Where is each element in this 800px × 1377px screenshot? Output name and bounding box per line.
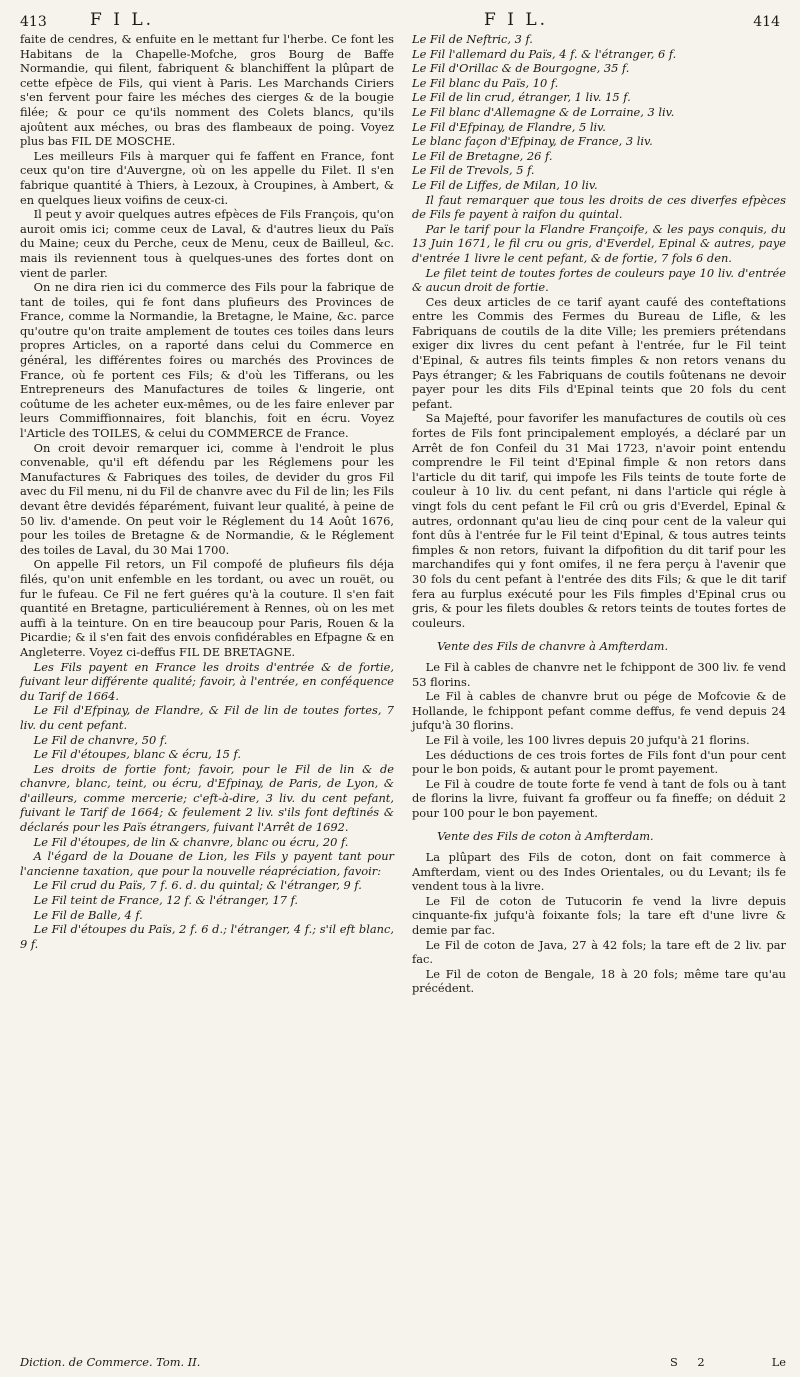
paragraph: Le Fil à coudre de toute forte fe vend à tant de fols ou à tant de florins la livre, fuivant fa groffeur ou fa fineffe; on déduit 2 pour 100 pour le bon payement. — [412, 776, 786, 820]
paragraph: Le filet teint de toutes fortes de couleurs paye 10 liv. d'entrée & aucun droit de fortie. — [412, 265, 786, 295]
paragraph: Le Fil d'Orillac & de Bourgogne, 35 f. — [412, 61, 630, 76]
left-running-title: F I L. — [90, 10, 155, 30]
paragraph: Le Fil d'Efpinay, de Flandre, 5 liv. — [412, 119, 606, 134]
paragraph: Le Fil blanc du Païs, 10 f. — [412, 75, 559, 90]
left-text-column — [20, 32, 394, 951]
paragraph: Le Fil d'étoupes du Païs, 2 f. 6 d.; l'étranger, 4 f.; s'il eft blanc, 9 f. — [20, 922, 394, 951]
paragraph: Le Fil blanc d'Allemagne & de Lorraine, 3 liv. — [412, 104, 675, 119]
paragraph: Le Fil de chanvre, 50 f. — [33, 732, 168, 747]
paragraph: Le Fil d'Efpinay, de Flandre, & Fil de lin de toutes fortes, 7 liv. du cent pefant. — [20, 703, 394, 732]
signature-mark: S 2 — [670, 1355, 713, 1369]
paragraph: Le Fil de lin crud, étranger, 1 liv. 15 f. — [412, 90, 631, 105]
right-page-number: 414 — [753, 14, 780, 30]
paragraph: Le Fil de coton de Java, 27 à 42 fols; la tare eft de 2 liv. par fac. — [412, 937, 786, 967]
paragraph: Le blanc façon d'Efpinay, de France, 3 liv. — [412, 134, 653, 149]
paragraph: Le Fil de Liffes, de Milan, 10 liv. — [412, 177, 598, 192]
paragraph: Le Fil de Balle, 4 f. — [33, 907, 143, 922]
paragraph: Le Fil à cables de chanvre net le fchippont de 300 liv. fe vend 53 florins. — [412, 659, 786, 689]
paragraph: Il peut y avoir quelques autres efpèces de Fils François, qu'on auroit omis ici; comme ceux de Laval, & d'autres lieux du Païs du Maine; ceux du Perche, ceux de Menu, ceux de Bailleul, &c. mais ils reviennent tous à quelques-unes des fortes dont on vient de parler. — [20, 207, 394, 280]
paragraph: Le Fil à voile, les 100 livres depuis 20 jufqu'à 21 florins. — [425, 732, 750, 747]
paragraph: Le Fil de Bretagne, 26 f. — [412, 148, 553, 163]
footer-volume-title: Diction. de Commerce. Tom. II. — [20, 1355, 201, 1369]
paragraph: Le Fil l'allemard du Païs, 4 f. & l'étranger, 6 f. — [412, 46, 677, 61]
paragraph: Les déductions de ces trois fortes de Fils font d'un pour cent pour le bon poids, & autant pour le promt payement. — [412, 747, 786, 777]
paragraph: Le Fil d'étoupes, blanc & écru, 15 f. — [33, 747, 241, 762]
paragraph: Le Fil de Trevols, 5 f. — [412, 163, 535, 178]
paragraph: Ces deux articles de ce tarif ayant caufé des conteftations entre les Commis des Fermes du Bureau de Lifle, & les Fabriquans de coutils de la dite Ville; les premiers prétendans exiger dix livres du cent pefant à l'entrée, fur le Fil teint d'Epinal, & autres fils teints fimples & non retors venans du Pays étranger; & les Fabriquans de coutils foûtenans ne devoir payer pour les dits Fils d'Epinal teints que 20 fols du cent pefant. — [412, 294, 786, 411]
paragraph: Le Fil à cables de chanvre brut ou pége de Mofcovie & de Hollande, le fchippont pefant comme deffus, fe vend depuis 24 jufqu'à 30 florins. — [412, 689, 786, 733]
paragraph: Le Fil de coton de Bengale, 18 à 20 fols; même tare qu'au précédent. — [412, 966, 786, 996]
paragraph: La plûpart des Fils de coton, dont on fait commerce à Amfterdam, vient ou des Indes Orientales, ou du Levant; ils fe vendent tous à la livre. — [412, 850, 786, 894]
left-page-number: 413 — [20, 14, 47, 30]
paragraph: A l'égard de la Douane de Lion, les Fils y payent tant pour l'ancienne taxation, que pour la nouvelle réapréciation, favoir: — [20, 849, 394, 878]
paragraph: Les Fils payent en France les droits d'entrée & de fortie, fuivant leur différente qualité; favoir, à l'entrée, en conféquence du Tarif de 1664. — [20, 659, 394, 703]
paragraph: Il faut remarquer que tous les droits de ces diverfes efpèces de Fils fe payent à raifon du quintal. — [412, 192, 786, 222]
paragraph: Le Fil de Neftric, 3 f. — [412, 32, 533, 46]
paragraph: Le Fil crud du Païs, 7 f. 6. d. du quintal; & l'étranger, 9 f. — [33, 878, 362, 893]
catchword: Le — [771, 1355, 786, 1369]
paragraph: Par le tarif pour la Flandre Françoife, & les pays conquis, du 13 Juin 1671, le fil cru ou gris, d'Everdel, Epinal & autres, paye d'entrée 1 livre le cent pefant, & de fortie, 7 fols 6 den. — [412, 221, 786, 265]
paragraph: Le Fil de coton de Tutucorin fe vend la livre depuis cinquante-fix jufqu'à foixante fols; la tare eft d'une livre & demie par fac. — [412, 893, 786, 938]
paragraph: On ne dira rien ici du commerce des Fils pour la fabrique de tant de toiles, qui fe font dans plufieurs des Provinces de France, comme la Normandie, la Bretagne, le Maine, &c. parce qu'outre qu'on traite amplement de toutes ces toiles dans leurs propres Articles, on a raporté dans celui du Commerce en général, les différentes foires ou marchés des Provinces de France, où fe portent ces Fils; & d'où les Tifferans, ou les Entrepreneurs des Manufactures de toiles & lingerie, ont coûtume de les acheter eux-mêmes, ou de les faire enlever par leurs Commiffionnaires, foit blanchis, foit en écru. Voyez l'Article des TOILES, & celui du COMMERCE de France. — [20, 280, 394, 441]
paragraph: Sa Majefté, pour favorifer les manufactures de coutils où ces fortes de Fils font principalement employés, a déclaré par un Arrêt de fon Confeil du 31 Mai 1723, n'avoir point entendu comprendre le Fil teint d'Epinal fimple & non retors dans l'article du dit tarif, qui impofe les Fils teints de toute forte de couleur à 10 liv. du cent pefant, ni dans l'article qui régle à vingt fols du cent pefant le Fil crû ou gris d'Everdel, Epinal & autres, ordonnant qu'au lieu de cinq pour cent de la valeur qui font dûs à l'entrée fur le Fil teint d'Epinal, & tous autres teints fimples & non retors, fuivant la difpofition du dit tarif pour les marchandifes qui y font omifes, il ne fera perçu à l'avenir que 30 fols du cent pefant à l'entrée des dits Fils; & que le dit tarif fera au furplus exécuté pour les Fils fimples d'Epinal crus ou gris, & pour les filets doubles & retors teints de toutes fortes de couleurs. — [412, 411, 786, 630]
paragraph: Les droits de fortie font; favoir, pour le Fil de lin & de chanvre, blanc, teint, ou écru, d'Efpinay, de Paris, de Lyon, & d'ailleurs, comme mercerie; c'eft-à-dire, 3 liv. du cent pefant, fuivant le Tarif de 1664; & feulement 2 liv. s'ils font deftinés & déclarés pour les Païs étrangers, fuivant l'Arrêt de 1692. — [20, 761, 394, 835]
paragraph: faite de cendres, & enfuite en le mettant fur l'herbe. Ce font les Habitans de la Chapelle-Mofche, gros Bourg de Baffe Normandie, qui filent, fabriquent & blanchiffent la plûpart de cette efpèce de Fils, qui vient à Paris. Les Marchands Ciriers s'en fervent pour faire les méches des cierges & de la bougie filée; & pour ce qu'ils nomment des Colets blancs, qu'ils ajoûtent aux méches, ou bras des flambeaux de poing. Voyez plus bas FIL DE MOSCHE. — [20, 32, 394, 149]
page-footer — [0, 1355, 800, 1373]
paragraph: Le Fil d'étoupes, de lin & chanvre, blanc ou écru, 20 f. — [33, 834, 349, 849]
paragraph: On croit devoir remarquer ici, comme à l'endroit le plus convenable, qu'il eft défendu par les Réglemens pour les Manufactures & Fabriques des toiles, de devider du gros Fil avec du Fil menu, ni du Fil de chanvre avec du Fil de lin; les Fils devant être devidés féparément, fuivant leur qualité, à peine de 50 liv. d'amende. On peut voir le Réglement du 14 Août 1676, pour les toiles de Bretagne & de Normandie, & le Réglement des toiles de Laval, du 30 Mai 1700. — [20, 440, 394, 557]
paragraph: Les meilleurs Fils à marquer qui fe faffent en France, font ceux qu'on tire d'Auvergne, où on les appelle du Filet. Il s'en fabrique quantité à Thiers, à Lezoux, à Croupines, à Ambert, & en quelques lieux voifins de ceux-ci. — [20, 148, 394, 207]
paragraph: On appelle Fil retors, un Fil compofé de plufieurs fils déja filés, qu'on unit enfemble en les tordant, ou avec un rouët, ou fur le fufeau. Ce Fil ne fert guéres qu'à la couture. Il s'en fait quantité en Bretagne, particuliérement à Rennes, où on les met auffi à la teinture. On en tire beaucoup pour Paris, Rouen & la Picardie; & il s'en fait des envois confidérables en Efpagne & en Angleterre. Voyez ci-deffus FIL DE BRETAGNE. — [20, 557, 394, 659]
right-running-title: F I L. — [484, 10, 549, 30]
paragraph: Le Fil teint de France, 12 f. & l'étranger, 17 f. — [33, 893, 298, 908]
paragraph: Vente des Fils de chanvre à Amfterdam. — [437, 639, 669, 654]
right-text-column — [412, 32, 786, 996]
paragraph: Vente des Fils de coton à Amfterdam. — [437, 829, 654, 844]
